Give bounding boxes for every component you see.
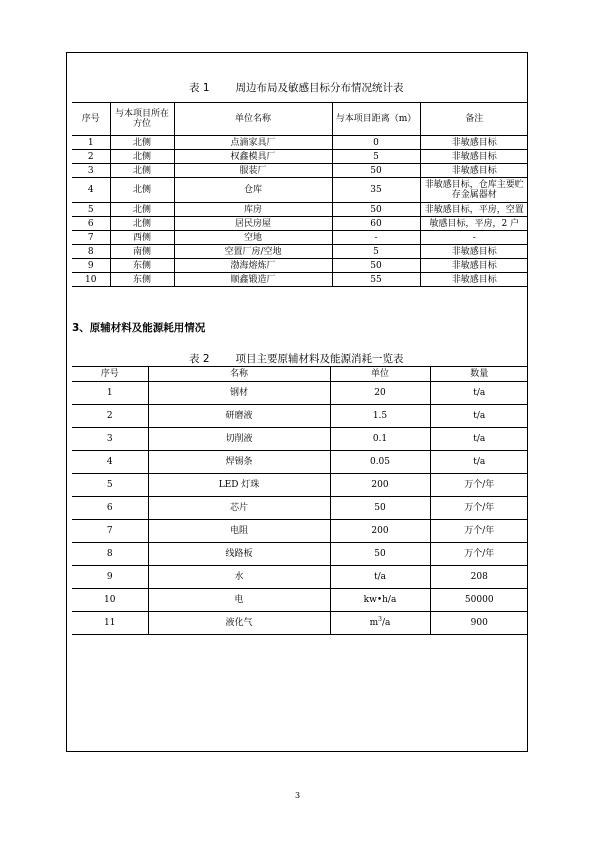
- table-row: [72, 273, 528, 287]
- table2-header-row: [72, 367, 528, 382]
- table2-cell-unit: kw•h/a: [330, 589, 430, 612]
- table2-cell-name: LED 灯珠: [148, 474, 330, 497]
- table2-cell-name: 研磨液: [148, 405, 330, 428]
- table2-cell-unit: 50: [330, 497, 430, 520]
- table1-cell-seq: 10: [72, 273, 110, 287]
- table-row: [72, 217, 528, 231]
- table1-cell-unit: 库房: [174, 203, 332, 217]
- table1-cell-distance: 50: [332, 164, 420, 178]
- table1-cell-direction: 北侧: [110, 136, 174, 150]
- table1-cell-unit: 点滴家具厂: [174, 136, 332, 150]
- table1-header-seq: 序号: [72, 103, 110, 136]
- table2-cell-unit: t/a: [330, 566, 430, 589]
- table2-cell-qty: 万个/年: [430, 474, 528, 497]
- table-row: [72, 136, 528, 150]
- table2-cell-qty: 900: [430, 612, 528, 635]
- table1-header-row: [72, 103, 528, 136]
- section-heading: 3、原辅材料及能源耗用情况: [72, 322, 206, 334]
- table1-cell-unit: 空置厂房/空地: [174, 245, 332, 259]
- table-row: [72, 150, 528, 164]
- table1-cell-direction: 西侧: [110, 231, 174, 245]
- table-row: [72, 543, 528, 566]
- table2-cell-unit: 0.05: [330, 451, 430, 474]
- table1-cell-direction: 北侧: [110, 164, 174, 178]
- table2-header-unit: 单位: [330, 367, 430, 382]
- table2-cell-qty: 万个/年: [430, 497, 528, 520]
- table1-cell-remark: 非敏感目标: [420, 150, 528, 164]
- unit-suffix: /a: [381, 618, 391, 628]
- table1-cell-distance: 55: [332, 273, 420, 287]
- table1-cell-seq: 6: [72, 217, 110, 231]
- table2-cell-name: 焊锡条: [148, 451, 330, 474]
- materials-table: [72, 366, 528, 635]
- table2-cell-unit: 20: [330, 382, 430, 405]
- table1-cell-seq: 2: [72, 150, 110, 164]
- table2-cell-name: 线路板: [148, 543, 330, 566]
- table1-cell-remark: 非敏感目标，仓库主要贮存金属器材: [420, 178, 528, 203]
- table1-cell-direction: 北侧: [110, 178, 174, 203]
- table1-caption-title: 周边布局及敏感目标分布情况统计表: [235, 82, 404, 94]
- table-row: [72, 497, 528, 520]
- table1-cell-seq: 7: [72, 231, 110, 245]
- table2-cell-unit: [330, 612, 430, 635]
- table2-cell-qty: 208: [430, 566, 528, 589]
- table-row: [72, 203, 528, 217]
- table2-cell-unit: 0.1: [330, 428, 430, 451]
- table1-header-unit: 单位名称: [174, 103, 332, 136]
- table1-cell-direction: 北侧: [110, 203, 174, 217]
- table2-cell-seq: 10: [72, 589, 148, 612]
- table2-cell-unit: 1.5: [330, 405, 430, 428]
- table1-cell-seq: 4: [72, 178, 110, 203]
- table2-cell-unit: 50: [330, 543, 430, 566]
- table1-caption-number: 表 1: [189, 82, 210, 94]
- table2-cell-name: 液化气: [148, 612, 330, 635]
- table1-cell-remark: 敏感目标，平房，2 户: [420, 217, 528, 231]
- table2-cell-seq: 2: [72, 405, 148, 428]
- table2-header-seq: 序号: [72, 367, 148, 382]
- table1-cell-distance: -: [332, 231, 420, 245]
- table1-cell-unit: 渤海熔炼厂: [174, 259, 332, 273]
- table1-cell-direction: 北侧: [110, 217, 174, 231]
- table2-cell-name: 芯片: [148, 497, 330, 520]
- table-row: [72, 382, 528, 405]
- table1-header-remark: 备注: [420, 103, 528, 136]
- table1-cell-seq: 1: [72, 136, 110, 150]
- table-row: [72, 164, 528, 178]
- table1-cell-remark: 非敏感目标: [420, 273, 528, 287]
- table1-cell-unit: 居民房屋: [174, 217, 332, 231]
- table2-cell-qty: 万个/年: [430, 520, 528, 543]
- table2-cell-name: 电阻: [148, 520, 330, 543]
- surroundings-table: [72, 102, 528, 287]
- table-row: [72, 520, 528, 543]
- table1-cell-distance: 50: [332, 203, 420, 217]
- table1-cell-direction: 北侧: [110, 150, 174, 164]
- table1-cell-distance: 5: [332, 150, 420, 164]
- table2-caption: [189, 351, 404, 366]
- table1-cell-seq: 9: [72, 259, 110, 273]
- table1-cell-distance: 35: [332, 178, 420, 203]
- table1-cell-seq: 5: [72, 203, 110, 217]
- table2-cell-name: 钢材: [148, 382, 330, 405]
- table2-cell-qty: t/a: [430, 428, 528, 451]
- table-row: [72, 178, 528, 203]
- table1-cell-distance: 5: [332, 245, 420, 259]
- table2-cell-seq: 8: [72, 543, 148, 566]
- table-row: [72, 259, 528, 273]
- table2-cell-name: 电: [148, 589, 330, 612]
- table2-cell-seq: 6: [72, 497, 148, 520]
- table2-caption-number: 表 2: [189, 353, 210, 365]
- table2-cell-seq: 4: [72, 451, 148, 474]
- table2-cell-qty: 50000: [430, 589, 528, 612]
- table1-cell-direction: 东侧: [110, 273, 174, 287]
- table1-header-distance: 与本项目距离（m）: [332, 103, 420, 136]
- table-row: [72, 231, 528, 245]
- table1-cell-remark: 非敏感目标: [420, 164, 528, 178]
- table1-cell-remark: 非敏感目标: [420, 259, 528, 273]
- table2-cell-seq: 11: [72, 612, 148, 635]
- table1-cell-remark: 非敏感目标: [420, 245, 528, 259]
- unit-superscript: 3: [378, 616, 382, 623]
- table2-caption-title: 项目主要原辅材料及能源消耗一览表: [235, 353, 404, 365]
- table1-cell-unit: 顺鑫锻造厂: [174, 273, 332, 287]
- table1-cell-remark: -: [420, 231, 528, 245]
- table1-cell-seq: 3: [72, 164, 110, 178]
- table-row: [72, 451, 528, 474]
- table2-cell-unit: 200: [330, 520, 430, 543]
- table2-cell-qty: t/a: [430, 382, 528, 405]
- table-row: [72, 612, 528, 635]
- table1-cell-distance: 60: [332, 217, 420, 231]
- unit-base: m: [369, 618, 379, 628]
- table2-cell-qty: 万个/年: [430, 543, 528, 566]
- table2-cell-qty: t/a: [430, 451, 528, 474]
- table1-cell-direction: 东侧: [110, 259, 174, 273]
- table2-cell-qty: t/a: [430, 405, 528, 428]
- table1-header-direction: 与本项目所在方位: [110, 103, 174, 136]
- table2-cell-seq: 9: [72, 566, 148, 589]
- page-number: 3: [294, 791, 301, 800]
- table1-cell-unit: 空地: [174, 231, 332, 245]
- table-row: [72, 245, 528, 259]
- table2-cell-name: 水: [148, 566, 330, 589]
- table2-cell-seq: 7: [72, 520, 148, 543]
- table2-header-name: 名称: [148, 367, 330, 382]
- table1-cell-unit: 仓库: [174, 178, 332, 203]
- table2-cell-unit: 200: [330, 474, 430, 497]
- table2-cell-name: 切削液: [148, 428, 330, 451]
- table1-cell-distance: 0: [332, 136, 420, 150]
- table1-cell-remark: 非敏感目标，平房，空置: [420, 203, 528, 217]
- table2-cell-seq: 3: [72, 428, 148, 451]
- table1-cell-seq: 8: [72, 245, 110, 259]
- table-row: [72, 566, 528, 589]
- table-row: [72, 589, 528, 612]
- table1-caption: [189, 80, 404, 95]
- table1-cell-remark: 非敏感目标: [420, 136, 528, 150]
- table2-cell-seq: 1: [72, 382, 148, 405]
- table2-cell-seq: 5: [72, 474, 148, 497]
- table-row: [72, 428, 528, 451]
- table1-cell-direction: 南侧: [110, 245, 174, 259]
- table-row: [72, 474, 528, 497]
- table-row: [72, 405, 528, 428]
- table2-header-qty: 数量: [430, 367, 528, 382]
- table1-cell-distance: 50: [332, 259, 420, 273]
- table1-cell-unit: 权鑫模具厂: [174, 150, 332, 164]
- table1-cell-unit: 服装厂: [174, 164, 332, 178]
